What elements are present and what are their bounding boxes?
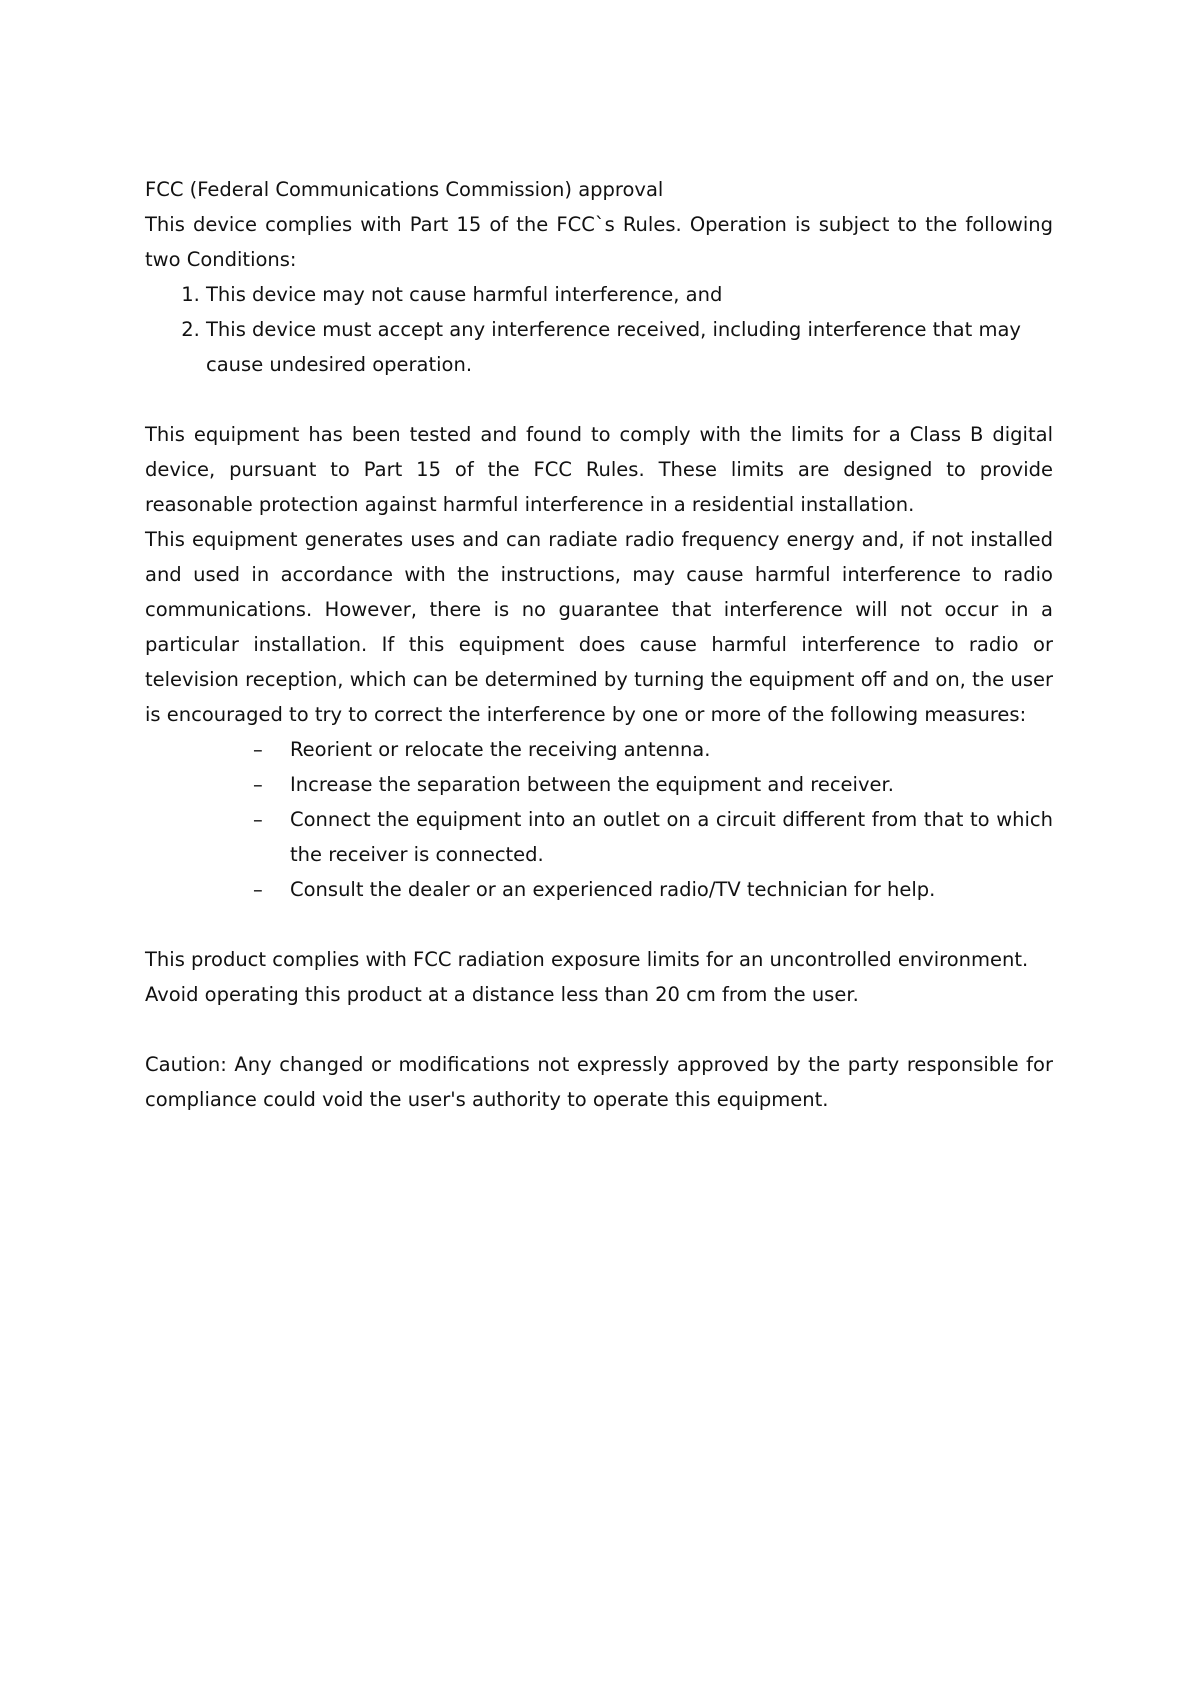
measure-item: [145, 732, 1053, 767]
exposure-line: This product complies with FCC radiation exposure limits for an uncontrolled environment.: [145, 948, 1029, 971]
distance-line: Avoid operating this product at a distance less than 20 cm from the user.: [145, 983, 859, 1006]
condition-item: 2. This device must accept any interference received, including interference that may cause undesired operation.: [206, 312, 1053, 382]
dash-bullet: –: [253, 878, 263, 901]
class-b-paragraph: This equipment has been tested and found to comply with the limits for a Class B digital device, pursuant to Part 15 of the FCC Rules. These limits are designed to provide reasonable protection against harmful interference in a residential installation.: [145, 423, 1053, 516]
fcc-intro: This device complies with Part 15 of the FCC`s Rules. Operation is subject to the following two Conditions:: [145, 213, 1053, 271]
condition-item: 1. This device may not cause harmful interference, and: [206, 277, 1053, 312]
spacer: [145, 907, 1053, 942]
interference-paragraph: This equipment generates uses and can radiate radio frequency energy and, if not installed and used in accordance with the instructions, may cause harmful interference to radio communications. However, there is no guarantee that interference will not occur in a particular installation. If this equipment does cause harmful interference to radio or television reception, which can be determined by turning the equipment off and on, the user is encouraged to try to correct the interference by one or more of the following measures:: [145, 528, 1053, 726]
caution-paragraph: Caution: Any changed or modifications not expressly approved by the party responsible for compliance could void the user's authority to operate this equipment.: [145, 1053, 1053, 1111]
spacer: [145, 382, 1053, 417]
measure-text: Consult the dealer or an experienced radio/TV technician for help.: [290, 878, 936, 901]
conditions-list: [145, 277, 1053, 382]
measure-text: Connect the equipment into an outlet on a circuit different from that to which the receiver is connected.: [290, 808, 1053, 866]
measures-list: [145, 732, 1053, 907]
measure-item: [145, 767, 1053, 802]
dash-bullet: –: [253, 808, 263, 831]
dash-bullet: –: [253, 738, 263, 761]
spacer: [145, 1012, 1053, 1047]
fcc-title: FCC (Federal Communications Commission) approval: [145, 178, 664, 201]
measure-text: Reorient or relocate the receiving antenna.: [290, 738, 711, 761]
measure-text: Increase the separation between the equipment and receiver.: [290, 773, 894, 796]
measure-item: [145, 802, 1053, 872]
dash-bullet: –: [253, 773, 263, 796]
document-page: [145, 172, 1053, 1117]
measure-item: [145, 872, 1053, 907]
